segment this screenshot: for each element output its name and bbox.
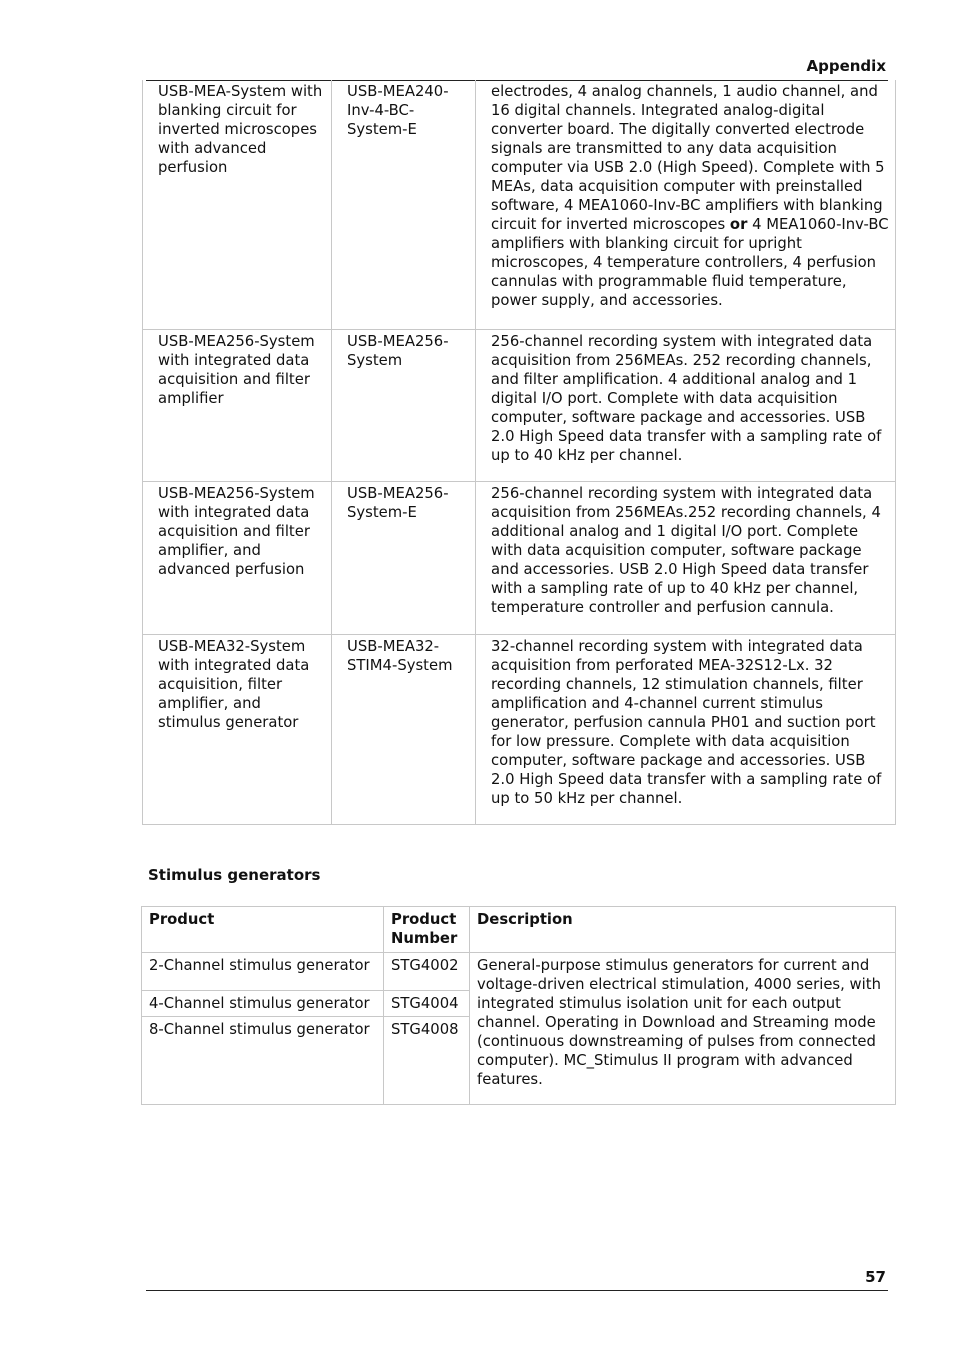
table-row — [142, 953, 896, 991]
column-header-product-number: Product Number — [384, 907, 470, 953]
column-header-description: Description — [470, 907, 896, 953]
table-row — [143, 80, 896, 329]
usb-mea-systems-table — [142, 80, 896, 825]
description-cell: 256-channel recording system with integrated data acquisition from 256MEAs.252 recording channels, 4 additional analog and 1 digital I/O port. Complete with data acquisition computer, software package and accessories. USB 2.0 High Speed data transfer with a sampling rate of up to 40 kHz per channel, temperature controller and perfusion cannula. — [476, 481, 896, 634]
stimulus-generators-table — [141, 906, 896, 1105]
footer-divider — [146, 1290, 888, 1291]
description-text: 4 MEA1060-Inv-BC amplifiers with blanking circuit for upright microscopes, 4 temperature controllers, 4 perfusion cannulas with programmable fluid temperature, power supply, and accessories. — [491, 216, 889, 309]
description-cell — [476, 80, 896, 329]
product-name-cell: 4-Channel stimulus generator — [142, 991, 384, 1017]
description-cell: 32-channel recording system with integrated data acquisition from perforated MEA-32S12-Lx. 32 recording channels, 12 stimulation channels, filter amplification and 4-channel current stimulus generator, perfusion cannula PH01 and suction port for low pressure. Complete with data acquisition computer, software package and accessories. USB 2.0 High Speed data transfer with a sampling rate of up to 50 kHz per channel. — [476, 634, 896, 824]
description-cell: 256-channel recording system with integrated data acquisition from 256MEAs. 252 recording channels, and filter amplification. 4 additional analog and 1 digital I/O port. Complete with data acquisition computer, software package and accessories. USB 2.0 High Speed data transfer with a sampling rate of up to 40 kHz per channel. — [476, 329, 896, 481]
table-row — [143, 481, 896, 634]
page-number: 57 — [865, 1268, 886, 1286]
product-number-cell: USB-MEA240-Inv-4-BC-System-E — [332, 80, 476, 329]
product-number-cell: STG4002 — [384, 953, 470, 991]
product-name-cell: USB-MEA-System with blanking circuit for inverted microscopes with advanced perfusion — [143, 80, 332, 329]
product-number-cell: USB-MEA32-STIM4-System — [332, 634, 476, 824]
product-name-cell: USB-MEA32-System with integrated data acquisition, filter amplifier, and stimulus generator — [143, 634, 332, 824]
table-header-row — [142, 907, 896, 953]
product-number-cell: USB-MEA256-System — [332, 329, 476, 481]
product-name-cell: 2-Channel stimulus generator — [142, 953, 384, 991]
section-title-stimulus-generators: Stimulus generators — [148, 866, 321, 884]
description-cell: General-purpose stimulus generators for current and voltage-driven electrical stimulation, 4000 series, with integrated stimulus isolation unit for each output channel. Operating in Download and Streaming mode (continuous downstreaming of pulses from connected computer). MC_Stimulus II program with advanced features. — [470, 953, 896, 1105]
product-name-cell: 8-Channel stimulus generator — [142, 1017, 384, 1105]
product-number-cell: USB-MEA256-System-E — [332, 481, 476, 634]
table-row — [143, 329, 896, 481]
product-number-cell: STG4008 — [384, 1017, 470, 1105]
description-emphasis: or — [729, 216, 748, 233]
table-row — [143, 634, 896, 824]
description-text: electrodes, 4 analog channels, 1 audio channel, and 16 digital channels. Integrated analog-digital converter board. The digitally converted electrode signals are transmitted to any data acquisition computer via USB 2.0 (High Speed). Complete with 5 MEAs, data acquisition computer with preinstalled software, 4 MEA1060-Inv-BC amplifiers with blanking circuit for inverted microscopes — [491, 83, 885, 233]
column-header-product: Product — [142, 907, 384, 953]
product-name-cell: USB-MEA256-System with integrated data acquisition and filter amplifier — [143, 329, 332, 481]
product-name-cell: USB-MEA256-System with integrated data acquisition and filter amplifier, and advanced perfusion — [143, 481, 332, 634]
page-header-title: Appendix — [806, 57, 886, 75]
product-number-cell: STG4004 — [384, 991, 470, 1017]
